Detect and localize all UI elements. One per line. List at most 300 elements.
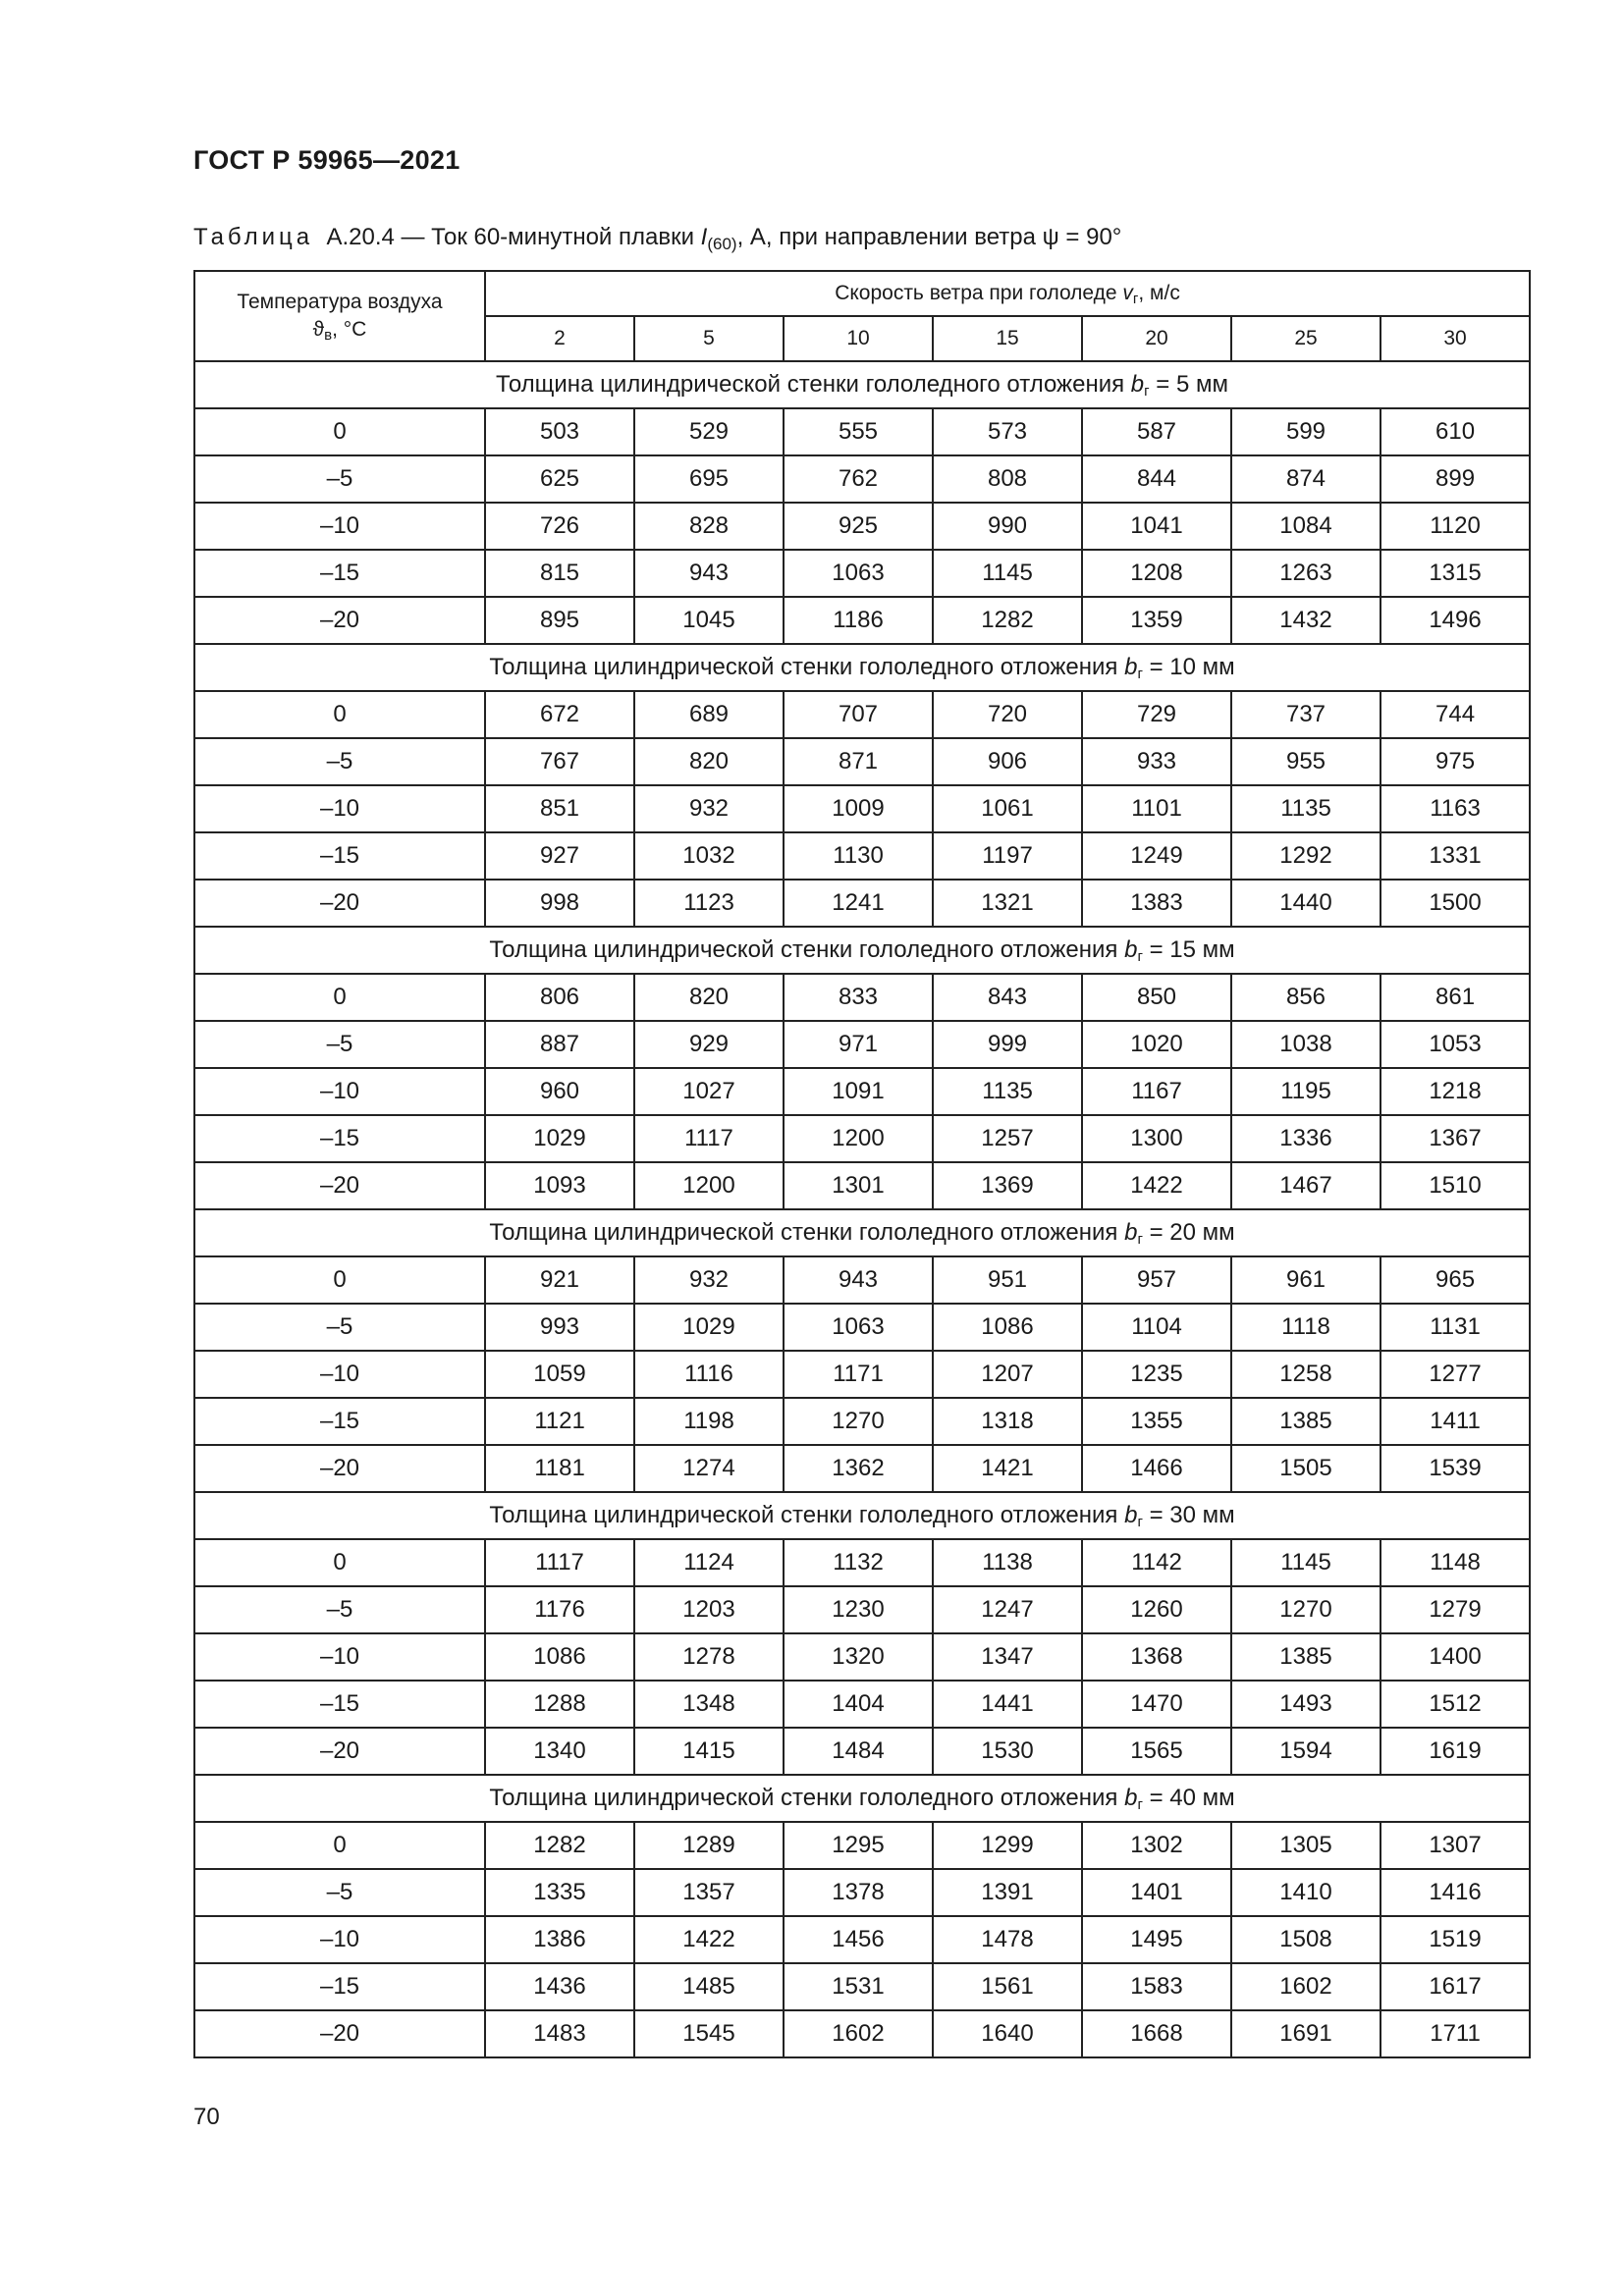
current-value-cell: 707 [784, 691, 933, 738]
current-value-cell: 1519 [1380, 1916, 1530, 1963]
current-value-cell: 1340 [485, 1728, 634, 1775]
table-row [194, 1115, 1530, 1162]
section-thickness: = 30 мм [1142, 1502, 1235, 1528]
current-value-cell: 1247 [933, 1586, 1082, 1633]
current-value-cell: 1135 [1231, 785, 1380, 832]
current-value-cell: 1510 [1380, 1162, 1530, 1209]
current-value-cell: 1260 [1082, 1586, 1231, 1633]
wind-speed-cell: 20 [1082, 316, 1231, 361]
current-value-cell: 729 [1082, 691, 1231, 738]
current-value-cell: 833 [784, 974, 933, 1021]
current-value-cell: 932 [634, 1256, 784, 1304]
current-value-cell: 1029 [485, 1115, 634, 1162]
table-row [194, 1539, 1530, 1586]
current-value-cell: 1362 [784, 1445, 933, 1492]
caption-symbol: I [700, 224, 708, 250]
section-title-symbol-sub: г [1137, 1514, 1143, 1530]
table-row [194, 1963, 1530, 2010]
current-value-cell: 1270 [784, 1398, 933, 1445]
current-value-cell: 1318 [933, 1398, 1082, 1445]
current-value-cell: 1200 [634, 1162, 784, 1209]
caption-symbol-sub: (60) [707, 235, 737, 253]
current-value-cell: 1466 [1082, 1445, 1231, 1492]
current-value-cell: 943 [634, 550, 784, 597]
current-value-cell: 906 [933, 738, 1082, 785]
current-value-cell: 932 [634, 785, 784, 832]
current-value-cell: 1404 [784, 1681, 933, 1728]
current-value-cell: 1176 [485, 1586, 634, 1633]
current-value-cell: 1167 [1082, 1068, 1231, 1115]
current-value-cell: 737 [1231, 691, 1380, 738]
section-title-symbol-sub: г [1137, 948, 1143, 965]
caption-label: Таблица [193, 224, 314, 250]
current-value-cell: 1422 [1082, 1162, 1231, 1209]
current-value-cell: 1530 [933, 1728, 1082, 1775]
table-row [194, 1681, 1530, 1728]
current-value-cell: 1186 [784, 597, 933, 644]
current-value-cell: 1120 [1380, 503, 1530, 550]
section-title [194, 1209, 1530, 1256]
current-value-cell: 1561 [933, 1963, 1082, 2010]
current-value-cell: 1415 [634, 1728, 784, 1775]
current-value-cell: 1539 [1380, 1445, 1530, 1492]
current-value-cell: 1263 [1231, 550, 1380, 597]
table-row [194, 1633, 1530, 1681]
table-row [194, 1822, 1530, 1869]
table-row [194, 1068, 1530, 1115]
document-header: ГОСТ Р 59965—2021 [193, 145, 460, 175]
current-value-cell: 1104 [1082, 1304, 1231, 1351]
current-value-cell: 1142 [1082, 1539, 1231, 1586]
current-value-cell: 1470 [1082, 1681, 1231, 1728]
temperature-cell: –20 [194, 2010, 485, 2057]
table-row [194, 1445, 1530, 1492]
current-value-cell: 672 [485, 691, 634, 738]
temperature-header-title: Температура воздуха [237, 291, 443, 313]
current-value-cell: 815 [485, 550, 634, 597]
wind-speed-header [485, 271, 1530, 316]
current-value-cell: 1241 [784, 880, 933, 927]
wind-speed-symbol-sub: г [1132, 291, 1139, 307]
current-value-cell: 1485 [634, 1963, 784, 2010]
table-row [194, 1162, 1530, 1209]
current-value-cell: 1484 [784, 1728, 933, 1775]
current-value-cell: 1565 [1082, 1728, 1231, 1775]
current-value-cell: 1668 [1082, 2010, 1231, 2057]
current-value-cell: 529 [634, 408, 784, 455]
section-header-row [194, 1209, 1530, 1256]
current-value-cell: 1195 [1231, 1068, 1380, 1115]
section-thickness: = 20 мм [1142, 1219, 1235, 1246]
table-row [194, 1916, 1530, 1963]
current-value-cell: 1336 [1231, 1115, 1380, 1162]
current-value-cell: 1277 [1380, 1351, 1530, 1398]
current-value-cell: 951 [933, 1256, 1082, 1304]
temperature-cell: –10 [194, 785, 485, 832]
current-value-cell: 1545 [634, 2010, 784, 2057]
current-value-cell: 1321 [933, 880, 1082, 927]
temperature-cell: –10 [194, 1068, 485, 1115]
current-value-cell: 610 [1380, 408, 1530, 455]
current-value-cell: 1496 [1380, 597, 1530, 644]
temperature-cell: –20 [194, 597, 485, 644]
current-value-cell: 1301 [784, 1162, 933, 1209]
current-value-cell: 925 [784, 503, 933, 550]
section-title-symbol-sub: г [1144, 383, 1150, 400]
wind-speed-cell: 2 [485, 316, 634, 361]
section-thickness: = 40 мм [1142, 1785, 1235, 1811]
wind-speed-cell: 5 [634, 316, 784, 361]
current-value-cell: 955 [1231, 738, 1380, 785]
temperature-cell: –5 [194, 455, 485, 503]
current-value-cell: 1131 [1380, 1304, 1530, 1351]
current-value-cell: 1367 [1380, 1115, 1530, 1162]
temperature-cell: –20 [194, 1728, 485, 1775]
current-value-cell: 599 [1231, 408, 1380, 455]
current-value-cell: 555 [784, 408, 933, 455]
current-value-cell: 726 [485, 503, 634, 550]
temperature-cell: –10 [194, 1916, 485, 1963]
table-row [194, 1869, 1530, 1916]
current-value-cell: 1315 [1380, 550, 1530, 597]
current-value-cell: 1691 [1231, 2010, 1380, 2057]
current-value-cell: 1416 [1380, 1869, 1530, 1916]
section-title [194, 644, 1530, 691]
current-value-cell: 990 [933, 503, 1082, 550]
current-value-cell: 1335 [485, 1869, 634, 1916]
current-value-cell: 1053 [1380, 1021, 1530, 1068]
temperature-cell: 0 [194, 1822, 485, 1869]
current-value-cell: 1091 [784, 1068, 933, 1115]
current-value-cell: 1456 [784, 1916, 933, 1963]
section-title [194, 1492, 1530, 1539]
current-value-cell: 1084 [1231, 503, 1380, 550]
temperature-header-symbol: ϑ [312, 318, 325, 341]
current-value-cell: 1208 [1082, 550, 1231, 597]
current-value-cell: 1478 [933, 1916, 1082, 1963]
current-value-cell: 887 [485, 1021, 634, 1068]
temperature-header-unit: , °C [332, 318, 367, 341]
current-value-cell: 1200 [784, 1115, 933, 1162]
temperature-cell: –5 [194, 738, 485, 785]
table-row [194, 691, 1530, 738]
table-row [194, 1021, 1530, 1068]
table-row [194, 1351, 1530, 1398]
current-value-cell: 828 [634, 503, 784, 550]
current-value-cell: 999 [933, 1021, 1082, 1068]
current-value-cell: 1493 [1231, 1681, 1380, 1728]
table-row [194, 1586, 1530, 1633]
temperature-cell: –10 [194, 503, 485, 550]
current-value-cell: 965 [1380, 1256, 1530, 1304]
current-value-cell: 767 [485, 738, 634, 785]
section-title-symbol: b [1124, 654, 1138, 680]
section-title-symbol: b [1124, 1785, 1138, 1811]
current-value-cell: 998 [485, 880, 634, 927]
current-value-cell: 1282 [485, 1822, 634, 1869]
current-value-cell: 943 [784, 1256, 933, 1304]
current-value-cell: 573 [933, 408, 1082, 455]
temperature-cell: –5 [194, 1021, 485, 1068]
current-value-cell: 1299 [933, 1822, 1082, 1869]
section-thickness: = 5 мм [1149, 371, 1228, 398]
temperature-cell: –20 [194, 1445, 485, 1492]
temperature-cell: –15 [194, 1115, 485, 1162]
section-title [194, 927, 1530, 974]
current-value-cell: 1124 [634, 1539, 784, 1586]
temperature-cell: –5 [194, 1304, 485, 1351]
section-header-row [194, 927, 1530, 974]
current-value-cell: 1307 [1380, 1822, 1530, 1869]
temperature-cell: –10 [194, 1633, 485, 1681]
current-value-cell: 1512 [1380, 1681, 1530, 1728]
section-header-row [194, 361, 1530, 408]
current-value-cell: 1258 [1231, 1351, 1380, 1398]
current-value-cell: 1500 [1380, 880, 1530, 927]
section-title-symbol: b [1124, 936, 1138, 963]
section-title [194, 361, 1530, 408]
current-value-cell: 503 [485, 408, 634, 455]
section-thickness: = 15 мм [1142, 936, 1235, 963]
current-value-cell: 1400 [1380, 1633, 1530, 1681]
current-value-cell: 762 [784, 455, 933, 503]
current-value-cell: 1359 [1082, 597, 1231, 644]
current-value-cell: 971 [784, 1021, 933, 1068]
current-value-cell: 1411 [1380, 1398, 1530, 1445]
current-value-cell: 1292 [1231, 832, 1380, 880]
temperature-cell: 0 [194, 974, 485, 1021]
current-value-cell: 1369 [933, 1162, 1082, 1209]
current-value-cell: 1640 [933, 2010, 1082, 2057]
table-row [194, 597, 1530, 644]
table-row [194, 1256, 1530, 1304]
table-row [194, 880, 1530, 927]
table-row [194, 1304, 1530, 1351]
current-value-cell: 975 [1380, 738, 1530, 785]
current-value-cell: 1495 [1082, 1916, 1231, 1963]
caption-text-before: — Ток 60-минутной плавки [401, 224, 701, 250]
page-number: 70 [193, 2104, 220, 2130]
section-title-symbol: b [1124, 1502, 1138, 1528]
current-value-cell: 843 [933, 974, 1082, 1021]
current-value-cell: 1602 [1231, 1963, 1380, 2010]
current-value-cell: 1045 [634, 597, 784, 644]
current-value-cell: 921 [485, 1256, 634, 1304]
current-value-cell: 1302 [1082, 1822, 1231, 1869]
table-row [194, 785, 1530, 832]
current-value-cell: 1093 [485, 1162, 634, 1209]
current-value-cell: 1235 [1082, 1351, 1231, 1398]
current-value-cell: 1432 [1231, 597, 1380, 644]
temperature-cell: –15 [194, 1398, 485, 1445]
current-value-cell: 1583 [1082, 1963, 1231, 2010]
current-value-cell: 1101 [1082, 785, 1231, 832]
current-value-cell: 1118 [1231, 1304, 1380, 1351]
current-value-cell: 1041 [1082, 503, 1231, 550]
current-value-cell: 1531 [784, 1963, 933, 2010]
current-value-cell: 1230 [784, 1586, 933, 1633]
section-title-symbol-sub: г [1137, 1231, 1143, 1248]
current-value-cell: 1391 [933, 1869, 1082, 1916]
current-value-cell: 1357 [634, 1869, 784, 1916]
current-value-cell: 1063 [784, 1304, 933, 1351]
current-value-cell: 587 [1082, 408, 1231, 455]
current-value-cell: 957 [1082, 1256, 1231, 1304]
current-value-cell: 1181 [485, 1445, 634, 1492]
caption-number: А.20.4 [326, 224, 395, 250]
current-value-cell: 1207 [933, 1351, 1082, 1398]
current-value-cell: 1148 [1380, 1539, 1530, 1586]
current-value-cell: 1138 [933, 1539, 1082, 1586]
section-header-row [194, 1775, 1530, 1822]
current-value-cell: 851 [485, 785, 634, 832]
current-value-cell: 1385 [1231, 1398, 1380, 1445]
current-value-cell: 1305 [1231, 1822, 1380, 1869]
current-value-cell: 1274 [634, 1445, 784, 1492]
section-title-text: Толщина цилиндрической стенки гололедного отложения [489, 1502, 1125, 1528]
current-value-cell: 1288 [485, 1681, 634, 1728]
current-value-cell: 1289 [634, 1822, 784, 1869]
section-title-text: Толщина цилиндрической стенки гололедного отложения [489, 936, 1125, 963]
table-row [194, 738, 1530, 785]
current-value-cell: 871 [784, 738, 933, 785]
current-value-cell: 1132 [784, 1539, 933, 1586]
current-value-cell: 1086 [485, 1633, 634, 1681]
current-value-cell: 856 [1231, 974, 1380, 1021]
temperature-cell: 0 [194, 1256, 485, 1304]
current-value-cell: 1117 [485, 1539, 634, 1586]
current-value-cell: 1086 [933, 1304, 1082, 1351]
current-value-cell: 1020 [1082, 1021, 1231, 1068]
current-value-cell: 1135 [933, 1068, 1082, 1115]
current-value-cell: 695 [634, 455, 784, 503]
section-title-symbol: b [1124, 1219, 1138, 1246]
current-value-cell: 1257 [933, 1115, 1082, 1162]
table-row [194, 503, 1530, 550]
temperature-cell: 0 [194, 1539, 485, 1586]
current-value-cell: 1197 [933, 832, 1082, 880]
current-value-cell: 1619 [1380, 1728, 1530, 1775]
current-value-cell: 744 [1380, 691, 1530, 738]
temperature-cell: –20 [194, 880, 485, 927]
table-row [194, 2010, 1530, 2057]
current-value-cell: 1368 [1082, 1633, 1231, 1681]
current-value-cell: 933 [1082, 738, 1231, 785]
section-title-text: Толщина цилиндрической стенки гололедного отложения [489, 1785, 1125, 1811]
current-value-cell: 861 [1380, 974, 1530, 1021]
current-value-cell: 808 [933, 455, 1082, 503]
current-value-cell: 1422 [634, 1916, 784, 1963]
current-value-cell: 1279 [1380, 1586, 1530, 1633]
section-title-symbol: b [1130, 371, 1145, 398]
caption-text-after: , А, при направлении ветра ψ = 90° [736, 224, 1122, 250]
current-value-cell: 1386 [485, 1916, 634, 1963]
current-value-cell: 927 [485, 832, 634, 880]
temperature-header-sub: в [324, 327, 333, 344]
current-value-cell: 1602 [784, 2010, 933, 2057]
wind-speed-unit: , м/с [1138, 282, 1180, 304]
temperature-cell: –15 [194, 1681, 485, 1728]
current-value-cell: 961 [1231, 1256, 1380, 1304]
current-value-cell: 720 [933, 691, 1082, 738]
temperature-cell: –5 [194, 1869, 485, 1916]
temperature-cell: 0 [194, 408, 485, 455]
current-value-cell: 1116 [634, 1351, 784, 1398]
current-value-cell: 1385 [1231, 1633, 1380, 1681]
current-value-cell: 1123 [634, 880, 784, 927]
current-value-cell: 1617 [1380, 1963, 1530, 2010]
wind-speed-cell: 25 [1231, 316, 1380, 361]
current-value-cell: 960 [485, 1068, 634, 1115]
current-value-cell: 899 [1380, 455, 1530, 503]
current-value-cell: 1171 [784, 1351, 933, 1398]
wind-speed-cell: 10 [784, 316, 933, 361]
current-value-cell: 1355 [1082, 1398, 1231, 1445]
section-title-text: Толщина цилиндрической стенки гололедного отложения [489, 1219, 1125, 1246]
current-value-cell: 1467 [1231, 1162, 1380, 1209]
current-value-cell: 1130 [784, 832, 933, 880]
current-value-cell: 625 [485, 455, 634, 503]
current-value-cell: 1249 [1082, 832, 1231, 880]
current-value-cell: 1508 [1231, 1916, 1380, 1963]
current-value-cell: 1198 [634, 1398, 784, 1445]
current-value-cell: 806 [485, 974, 634, 1021]
current-value-cell: 1117 [634, 1115, 784, 1162]
current-value-cell: 874 [1231, 455, 1380, 503]
current-value-cell: 1061 [933, 785, 1082, 832]
current-value-cell: 1300 [1082, 1115, 1231, 1162]
current-value-cell: 1145 [1231, 1539, 1380, 1586]
current-value-cell: 1163 [1380, 785, 1530, 832]
table-row [194, 550, 1530, 597]
current-value-cell: 1711 [1380, 2010, 1530, 2057]
temperature-cell: –10 [194, 1351, 485, 1398]
current-value-cell: 844 [1082, 455, 1231, 503]
section-title-symbol-sub: г [1137, 1796, 1143, 1813]
section-header-row [194, 644, 1530, 691]
wind-speed-cell: 30 [1380, 316, 1530, 361]
current-value-cell: 1505 [1231, 1445, 1380, 1492]
temperature-header [194, 271, 485, 361]
table-row [194, 455, 1530, 503]
current-value-cell: 1401 [1082, 1869, 1231, 1916]
current-value-cell: 993 [485, 1304, 634, 1351]
current-value-cell: 1270 [1231, 1586, 1380, 1633]
table-row [194, 1398, 1530, 1445]
temperature-cell: –5 [194, 1586, 485, 1633]
current-value-cell: 1029 [634, 1304, 784, 1351]
temperature-cell: –15 [194, 550, 485, 597]
current-value-cell: 1009 [784, 785, 933, 832]
current-value-cell: 1421 [933, 1445, 1082, 1492]
table-row [194, 832, 1530, 880]
current-value-cell: 1378 [784, 1869, 933, 1916]
current-value-cell: 850 [1082, 974, 1231, 1021]
temperature-cell: –15 [194, 1963, 485, 2010]
current-value-cell: 1441 [933, 1681, 1082, 1728]
current-value-cell: 1483 [485, 2010, 634, 2057]
wind-speed-symbol: v [1122, 282, 1133, 304]
wind-speed-cell: 15 [933, 316, 1082, 361]
temperature-cell: 0 [194, 691, 485, 738]
header-row-1 [194, 271, 1530, 316]
current-table [193, 270, 1531, 2058]
current-value-cell: 1278 [634, 1633, 784, 1681]
current-value-cell: 820 [634, 974, 784, 1021]
current-value-cell: 1121 [485, 1398, 634, 1445]
current-value-cell: 895 [485, 597, 634, 644]
section-header-row [194, 1492, 1530, 1539]
